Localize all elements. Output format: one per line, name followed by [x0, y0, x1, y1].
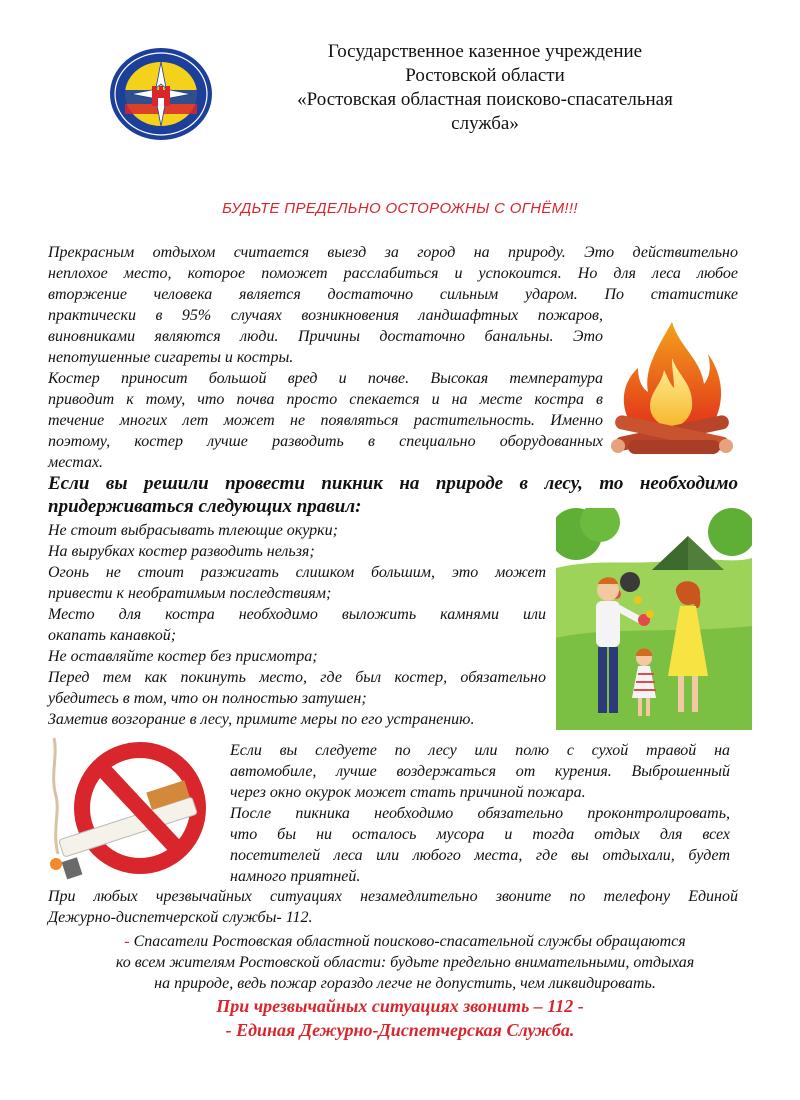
- soil-line: поэтому, костер лучше разводить в специально оборудованных: [48, 433, 603, 450]
- rule-line: На вырубках костер разводить нельзя;: [48, 543, 315, 560]
- smoking-line: автомобиле, лучше воздержаться от курения. Выброшенный: [230, 763, 730, 780]
- rule-line: Огонь не стоит разжигать слишком большим, это может: [48, 564, 546, 581]
- emergency-service-line: - Единая Дежурно-Диспетчерская Служба.: [225, 1020, 575, 1040]
- intro-line: практически в 95% случаях возникновения ландшафтных пожаров,: [48, 307, 603, 324]
- smoking-line: После пикника необходимо обязательно проконтролировать,: [230, 805, 730, 822]
- rule-line: Место для костра необходимо выложить камнями или: [48, 606, 546, 623]
- header-line-1: Государственное казенное учреждение: [327, 41, 643, 62]
- rule-line: привести к необратимым последствиям;: [48, 585, 332, 602]
- rule-line: Не стоит выбрасывать тлеющие окурки;: [48, 522, 338, 539]
- smoking-line: что бы ни осталось мусора и тогда отдых для всех: [230, 826, 730, 843]
- smoking-line: намного приятней.: [230, 868, 361, 885]
- rule-line: окапать канавкой;: [48, 627, 177, 644]
- intro-line: вторжение человека является достаточно сильным ударом. По статистике: [48, 286, 738, 303]
- intro-line: виновниками являются люди. Причины достаточно банальны. Это: [48, 328, 603, 345]
- intro-line: Прекрасным отдыхом считается выезд за город на природу. Это действительно: [48, 244, 738, 261]
- intro-line: непотушенные сигареты и костры.: [48, 349, 294, 366]
- intro-paragraph: [48, 242, 738, 305]
- appeal-line-2: ко всем жителям Ростовской области: будьте предельно внимательными, отдыхая: [115, 954, 695, 971]
- emergency-line: Дежурно-диспетчерской службы- 112.: [48, 909, 313, 926]
- smoking-paragraph: [230, 740, 730, 887]
- family-picnic-illustration: [556, 508, 752, 730]
- intro-line: неплохое место, которое поможет расслабиться и успокоится. Но для леса любое: [48, 265, 738, 282]
- appeal-line-3: на природе, ведь пожар гораздо легче не допустить, чем ликвидировать.: [154, 975, 656, 992]
- warning-headline: БУДЬТЕ ПРЕДЕЛЬНО ОСТОРОЖНЫ С ОГНЁМ!!!: [222, 200, 578, 217]
- header-line-4: служба»: [451, 113, 519, 134]
- soil-paragraph: [48, 368, 603, 473]
- soil-line: приводит к тому, что почва просто спекается и на месте костра в: [48, 391, 603, 408]
- rules-title-line: Если вы решили провести пикник на природе в лесу, то необходимо: [48, 473, 738, 494]
- emergency-number-line: При чрезвычайных ситуациях звонить – 112 -: [216, 996, 584, 1016]
- campfire-illustration: [608, 318, 736, 468]
- rules-list: [48, 520, 546, 730]
- smoking-line: Если вы следуете по лесу или полю с сухой травой на: [230, 742, 730, 759]
- smoking-line: посетителей леса или любого места, где вы отдыхали, будет: [230, 847, 730, 864]
- rules-title-line: придерживаться следующих правил:: [48, 496, 362, 517]
- rescuers-appeal: [60, 931, 750, 994]
- header-line-2: Ростовской области: [405, 65, 565, 86]
- soil-line: местах.: [48, 454, 104, 471]
- rule-line: убедитесь в том, что он полностью затушен;: [48, 690, 367, 707]
- no-smoking-sign: [44, 736, 210, 884]
- intro-paragraph-narrow: [48, 305, 603, 368]
- appeal-line: [60, 931, 750, 952]
- emergency-paragraph: [48, 886, 738, 928]
- rescue-service-emblem: [108, 46, 214, 142]
- emergency-line: При любых чрезвычайных ситуациях незамедлительно звоните по телефону Единой: [48, 888, 738, 905]
- soil-line: Костер приносит большой вред и почве. Высокая температура: [48, 370, 603, 387]
- appeal-line-1: Спасатели Ростовская областной поисково-спасательной службы обращаются: [133, 933, 686, 950]
- rule-line: Заметив возгорание в лесу, примите меры по его устранению.: [48, 711, 475, 728]
- organization-header: [250, 40, 720, 136]
- rule-line: Перед тем как покинуть место, где был костер, обязательно: [48, 669, 546, 686]
- soil-line: течение многих лет может не появляться растительность. Именно: [48, 412, 603, 429]
- rule-line: Не оставляйте костер без присмотра;: [48, 648, 318, 665]
- smoking-line: через окно окурок может стать причиной пожара.: [230, 784, 586, 801]
- appeal-dash: -: [124, 933, 130, 950]
- header-line-3: «Ростовская областная поисково-спасательная: [297, 89, 673, 110]
